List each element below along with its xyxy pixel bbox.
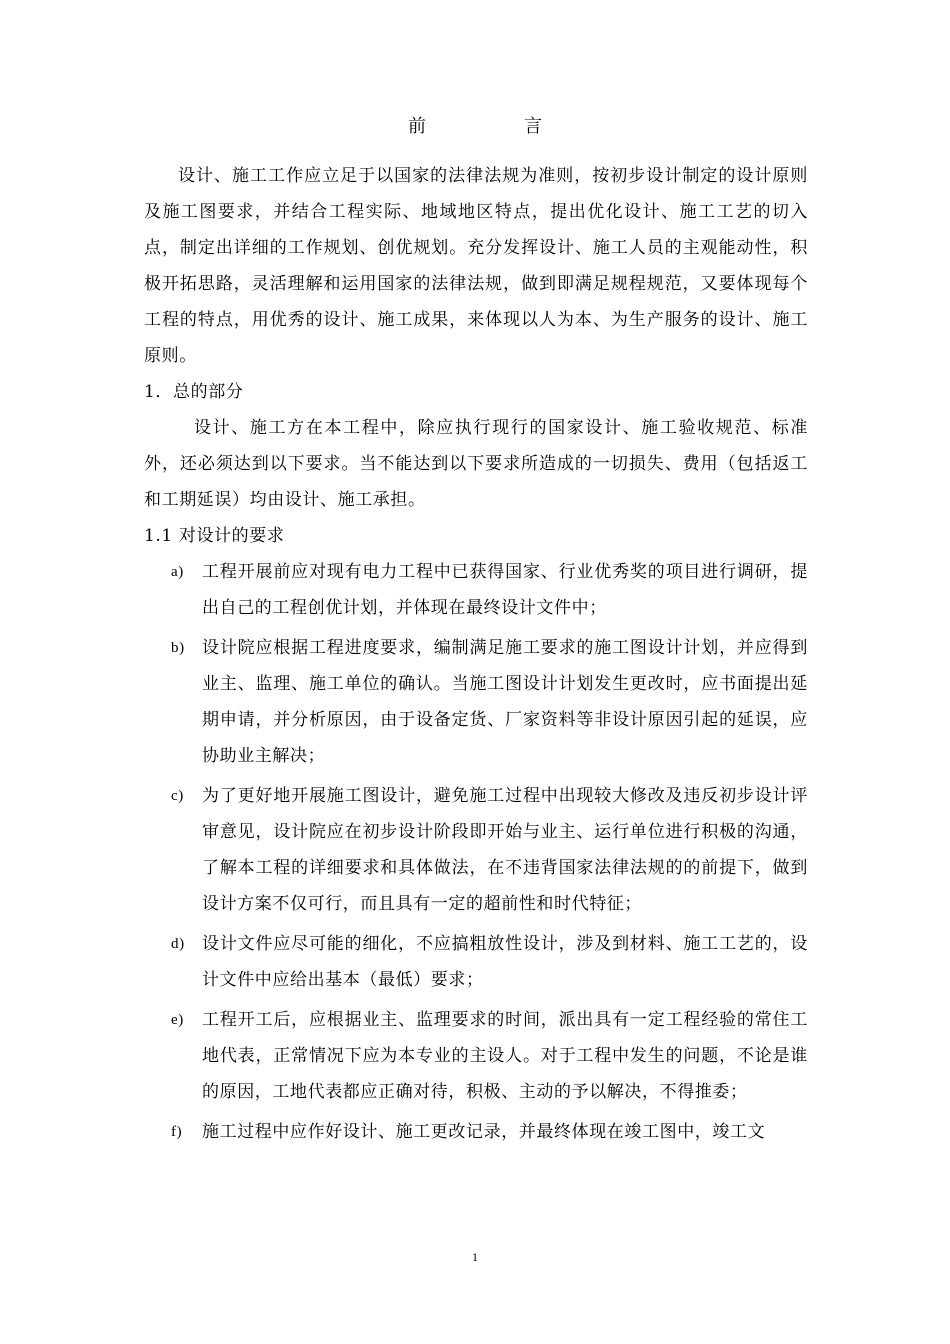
section-1-1-heading: 1.1 对设计的要求: [144, 526, 285, 546]
list-marker: f): [171, 1124, 183, 1140]
intro-paragraph: 设计、施工工作应立足于以国家的法律法规为准则，按初步设计制定的设计原则及施工图要求，并结合工程实际、地域地区特点，提出优化设计、施工工艺的切入点，制定出详细的工作规划、创优规划。充分发挥设计、施工人员的主观能动性，积极开拓思路，灵活理解和运用国家的法律法规，做到即满足规程规范，又要体现每个工程的特点，用优秀的设计、施工成果，来体现以人为本、为生产服务的设计、施工原则。: [144, 166, 808, 366]
list-item: [144, 554, 808, 626]
list-item-text: 为了更好地开展施工图设计，避免施工过程中出现较大修改及违反初步设计评审意见，设计院应在初步设计阶段即开始与业主、运行单位进行积极的沟通，了解本工程的详细要求和具体做法，在不违背国家法律法规的的前提下，做到设计方案不仅可行，而且具有一定的超前性和时代特征；: [202, 786, 808, 914]
page-title: [0, 116, 950, 138]
list-marker: d): [171, 936, 185, 952]
list-item-text: 设计文件应尽可能的细化，不应搞粗放性设计，涉及到材料、施工工艺的，设计文件中应给出基本（最低）要求；: [202, 934, 808, 990]
list-item-text: 施工过程中应作好设计、施工更改记录，并最终体现在竣工图中，竣工文: [202, 1122, 766, 1142]
list-item: [144, 630, 808, 774]
list-item: [144, 1114, 808, 1150]
list-item: [144, 1002, 808, 1110]
section-1-heading: 1．总的部分: [144, 382, 244, 402]
list-marker: e): [171, 1012, 184, 1028]
document-body: [144, 158, 808, 1150]
list-marker: b): [171, 640, 185, 656]
list-item-text: 工程开展前应对现有电力工程中已获得国家、行业优秀奖的项目进行调研，提出自己的工程创优计划，并体现在最终设计文件中；: [202, 562, 808, 618]
list-marker: c): [171, 788, 184, 804]
title-char-2: 言: [524, 116, 542, 137]
list-item: [144, 926, 808, 998]
list-item-text: 设计院应根据工程进度要求，编制满足施工要求的施工图设计计划，并应得到业主、监理、施工单位的确认。当施工图设计计划发生更改时，应书面提出延期申请，并分析原因，由于设备定货、厂家资料等非设计原因引起的延误，应协助业主解决；: [202, 638, 808, 766]
section-1-paragraph: 设计、施工方在本工程中，除应执行现行的国家设计、施工验收规范、标准外，还必须达到以下要求。当不能达到以下要求所造成的一切损失、费用（包括返工和工期延误）均由设计、施工承担。: [144, 418, 808, 510]
list-item-text: 工程开工后，应根据业主、监理要求的时间，派出具有一定工程经验的常住工地代表，正常情况下应为本专业的主设人。对于工程中发生的问题，不论是谁的原因，工地代表都应正确对待，积极、主动的予以解决，不得推委；: [202, 1010, 808, 1102]
list-marker: a): [171, 564, 184, 580]
title-char-1: 前: [408, 116, 426, 137]
design-requirements-list: [144, 554, 808, 1150]
list-item: [144, 778, 808, 922]
page-number: 1: [472, 1250, 478, 1264]
